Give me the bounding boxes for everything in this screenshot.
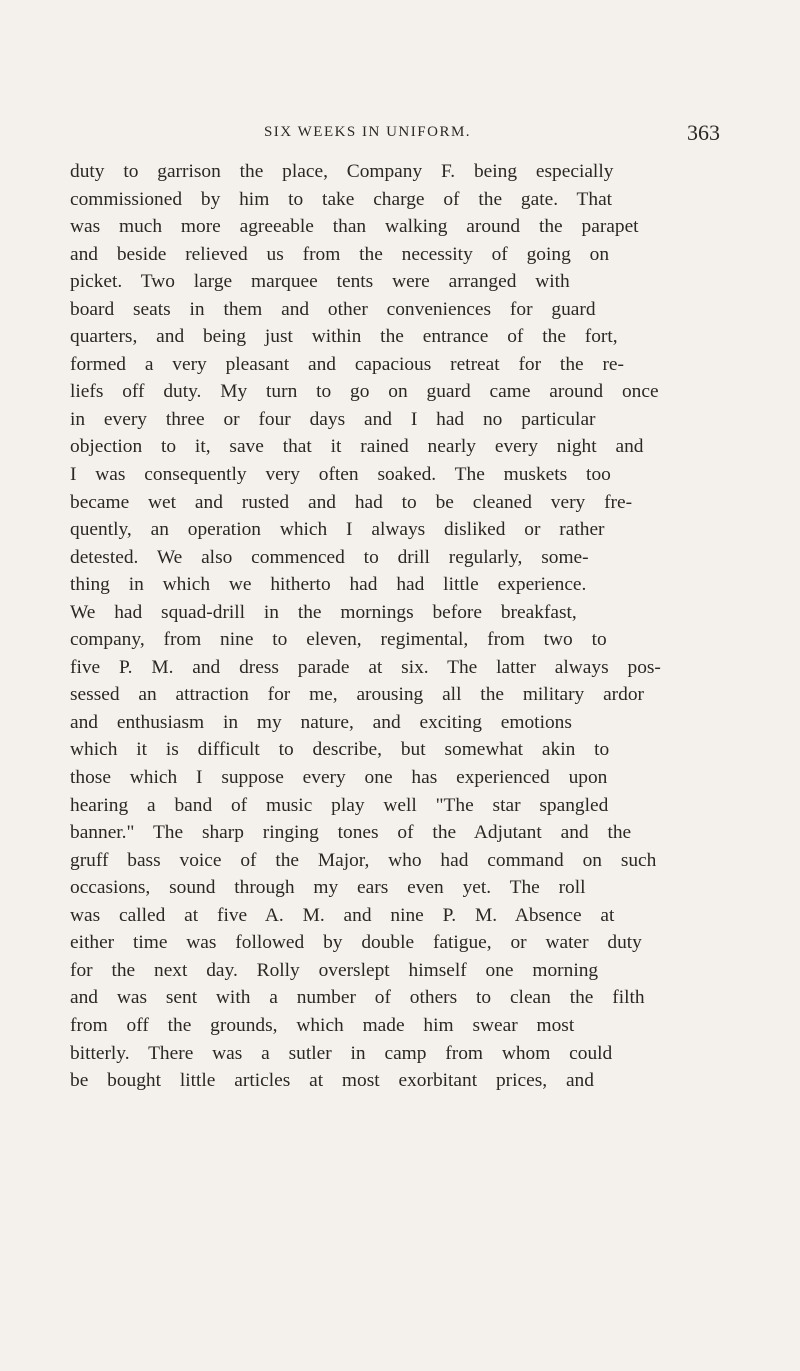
text-line: hearing a band of music play well "The star spangled [70, 794, 609, 816]
body-text [70, 158, 718, 1095]
text-line: and beside relieved us from the necessity of going on [70, 243, 610, 265]
text-line: five P. M. and dress parade at six. The latter always pos- [70, 656, 661, 678]
running-title: SIX WEEKS IN UNIFORM. [263, 124, 472, 140]
running-head [70, 120, 730, 150]
text-line: banner." The sharp ringing tones of the Adjutant and the [70, 822, 632, 844]
text-line: picket. Two large marquee tents were arranged with [70, 271, 570, 293]
text-line: board seats in them and other conveniences for guard [70, 298, 596, 320]
text-line: I was consequently very often soaked. The muskets too [70, 464, 611, 486]
text-line: liefs off duty. My turn to go on guard came around once [70, 381, 659, 403]
text-line: occasions, sound through my ears even yet. The roll [70, 877, 586, 899]
text-line: quently, an operation which I always disliked or rather [70, 519, 605, 541]
text-line: was much more agreeable than walking around the parapet [70, 216, 639, 238]
text-line: from off the grounds, which made him swear most [70, 1014, 575, 1036]
text-line: either time was followed by double fatigue, or water duty [70, 932, 642, 954]
text-line: We had squad-drill in the mornings before breakfast, [70, 601, 577, 623]
text-line: gruff bass voice of the Major, who had command on such [70, 849, 657, 871]
text-line: thing in which we hitherto had had little experience. [70, 574, 587, 596]
text-line: duty to garrison the place, Company F. being especially [70, 161, 614, 182]
text-line: and was sent with a number of others to clean the filth [70, 987, 645, 1009]
text-line: sessed an attraction for me, arousing all the military ardor [70, 684, 644, 706]
text-line: those which I suppose every one has experienced upon [70, 767, 608, 789]
text-line: was called at five A. M. and nine P. M. Absence at [70, 904, 615, 926]
text-line: objection to it, save that it rained nearly every night and [70, 436, 644, 458]
text-line: quarters, and being just within the entrance of the fort, [70, 326, 618, 348]
text-line: company, from nine to eleven, regimental, from two to [70, 629, 607, 651]
page-number: 363 [687, 120, 720, 145]
text-line: for the next day. Rolly overslept himself one morning [70, 959, 599, 981]
text-line: became wet and rusted and had to be cleaned very fre- [70, 491, 633, 513]
text-line: detested. We also commenced to drill regularly, some- [70, 546, 589, 568]
text-line: and enthusiasm in my nature, and exciting emotions [70, 711, 572, 733]
text-line: commissioned by him to take charge of the gate. That [70, 188, 613, 210]
text-line: bitterly. There was a sutler in camp from whom could [70, 1042, 613, 1064]
text-line: in every three or four days and I had no particular [70, 408, 596, 430]
text-line: which it is difficult to describe, but somewhat akin to [70, 739, 610, 761]
text-line: formed a very pleasant and capacious retreat for the re- [70, 353, 624, 375]
text-line: be bought little articles at most exorbitant prices, and [70, 1070, 594, 1092]
